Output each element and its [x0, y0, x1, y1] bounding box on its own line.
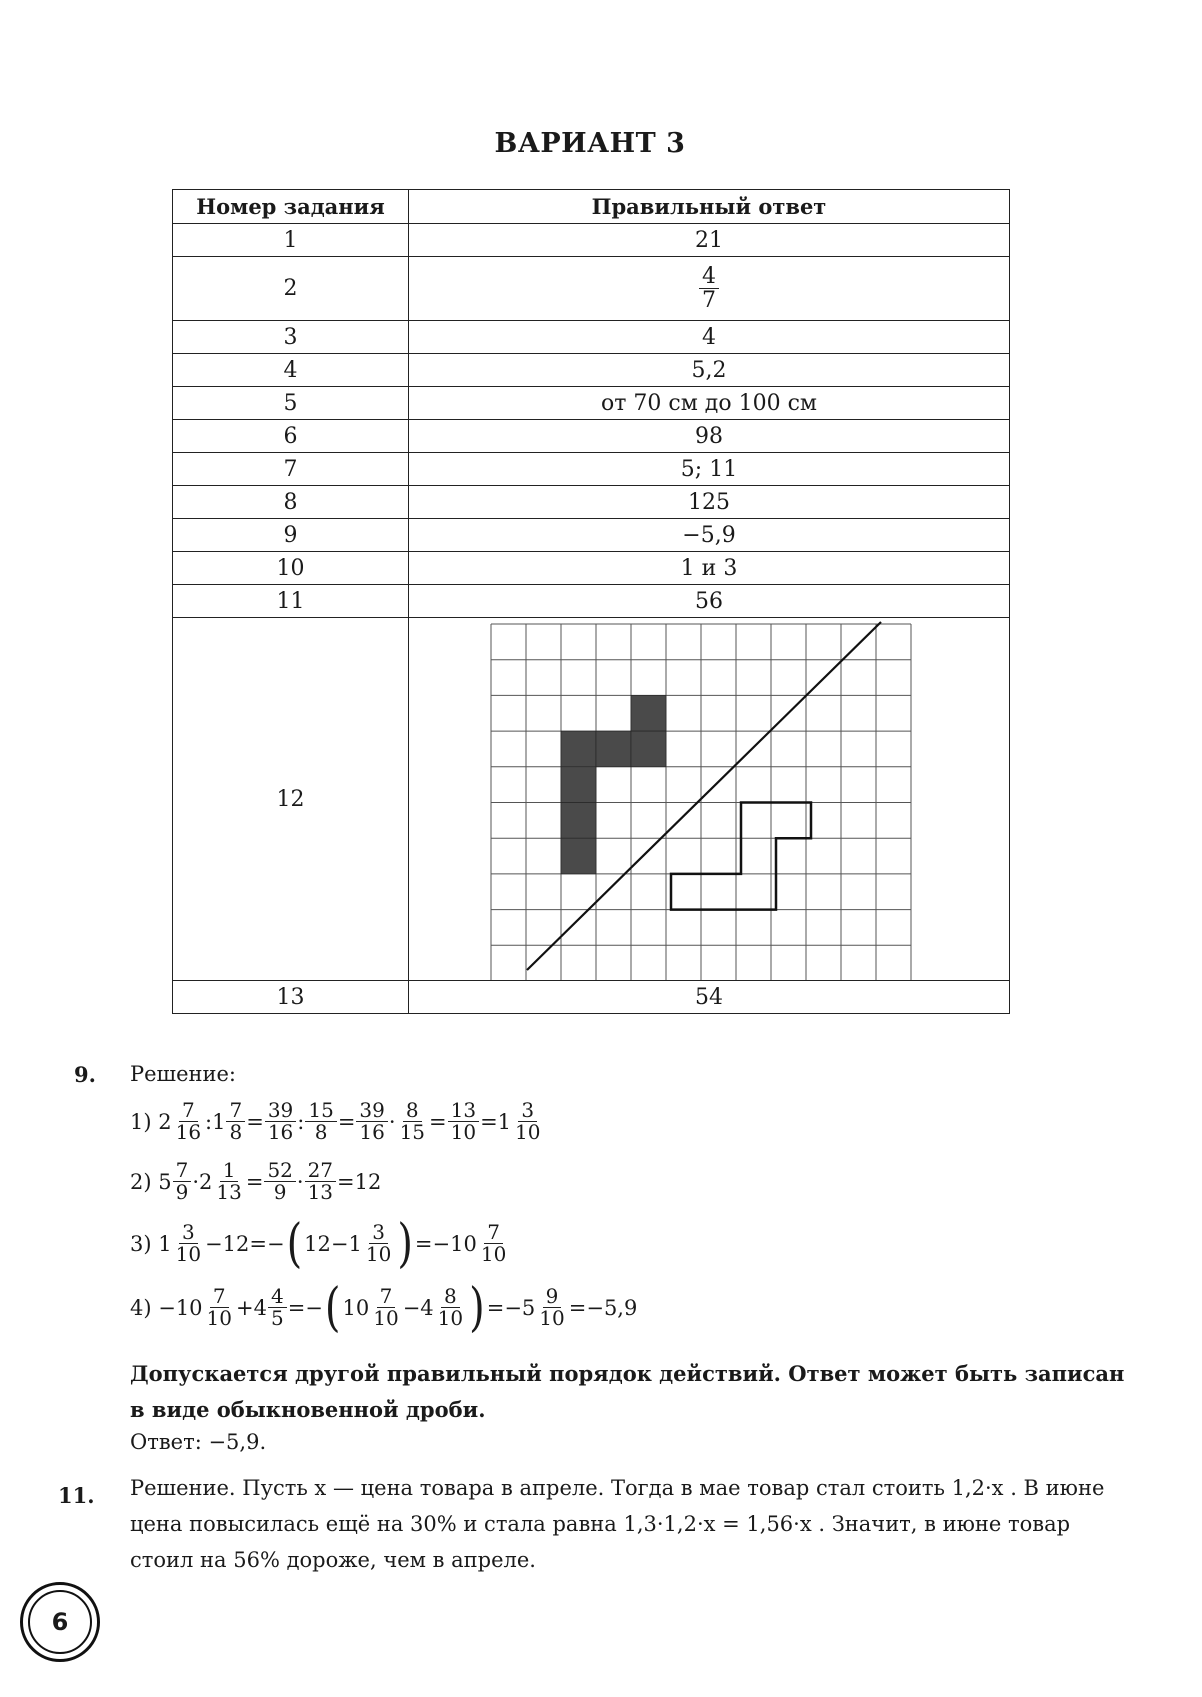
expr-text: ·2: [192, 1169, 213, 1194]
shaded-cell: [631, 695, 666, 731]
fraction: $\frac{7}{10}$: [373, 1284, 399, 1330]
task-answer: 5,2: [409, 354, 1010, 387]
table-row: [173, 585, 1010, 618]
table-row: [173, 486, 1010, 519]
solution-9-step-3: [130, 1213, 510, 1274]
fraction-numerator: 4: [699, 265, 719, 289]
solution-11-number: 11.: [58, 1483, 95, 1508]
expr-text: ·: [388, 1109, 396, 1134]
fraction: $\frac{39}{16}$: [265, 1100, 296, 1143]
fraction: $\frac{3}{10}$: [175, 1220, 202, 1266]
left-paren: (: [286, 1213, 303, 1274]
expr-text: −4: [402, 1295, 434, 1320]
fraction: $\frac{39}{16}$: [356, 1100, 387, 1143]
expr-text: =1: [480, 1109, 512, 1134]
expr-text: :: [297, 1109, 305, 1134]
table-row: [173, 321, 1010, 354]
fraction: $\frac{7}{10}$: [206, 1284, 232, 1330]
table-row: [173, 618, 1010, 981]
task-answer: [409, 257, 1010, 321]
fraction: $\frac{8}{10}$: [437, 1284, 464, 1330]
expr-text: ·: [296, 1169, 304, 1194]
fraction: $\frac{7}{10}$: [480, 1220, 507, 1266]
task-answer: 98: [409, 420, 1010, 453]
expr-text: =−10: [414, 1231, 477, 1256]
table-row: [173, 354, 1010, 387]
solution-9-note: Допускается другой правильный порядок действий. Ответ может быть записан в виде обыкновенной дроби.: [130, 1361, 1125, 1422]
shaded-cell: [561, 838, 596, 874]
expr-text: =12: [337, 1169, 382, 1194]
expr-text: =: [429, 1109, 447, 1134]
fraction: $\frac{3}{10}$: [365, 1220, 392, 1266]
shaded-cell: [561, 767, 596, 803]
page-number: 6: [28, 1590, 92, 1654]
grid-lines: [491, 624, 911, 980]
fraction: $\frac{52}{9}$: [264, 1160, 295, 1203]
fraction: $\frac{27}{13}$: [305, 1160, 336, 1203]
fraction: $\frac{4}{5}$: [268, 1286, 287, 1329]
fraction: $\frac{7}{16}$: [175, 1098, 202, 1144]
table-row: [173, 257, 1010, 321]
right-paren: ): [397, 1213, 413, 1274]
reflected-figure-outline: [671, 803, 811, 910]
expr-text: :1: [205, 1109, 226, 1134]
task-number: 8: [173, 486, 409, 519]
answers-table: [172, 189, 1010, 1014]
fraction: $\frac{8}{15}$: [399, 1098, 426, 1144]
table-row: [173, 224, 1010, 257]
table-header-row: [173, 190, 1010, 224]
table-row: [173, 981, 1010, 1014]
task-number: 13: [173, 981, 409, 1014]
expr-text: =−5: [486, 1295, 536, 1320]
expr-text: 10: [342, 1295, 370, 1320]
table-row: [173, 552, 1010, 585]
task-answer: 4: [409, 321, 1010, 354]
task-answer: 54: [409, 981, 1010, 1014]
shaded-cell: [561, 731, 596, 767]
fraction-answer: [699, 265, 719, 312]
grid-figure: [409, 618, 1009, 980]
task-number: 6: [173, 420, 409, 453]
fraction: $\frac{3}{10}$: [515, 1098, 541, 1144]
solution-9-step-4: [130, 1277, 638, 1338]
expr-text: 3) 1: [130, 1231, 172, 1256]
task-answer: 21: [409, 224, 1010, 257]
fraction-denominator: 7: [702, 288, 716, 313]
expr-text: 4) −10: [130, 1295, 203, 1320]
task-number: 9: [173, 519, 409, 552]
task-number: 1: [173, 224, 409, 257]
solution-9-number: 9.: [74, 1062, 96, 1087]
header-task-number: Номер задания: [173, 190, 409, 224]
table-row: [173, 387, 1010, 420]
expr-text: =−5,9: [568, 1295, 638, 1320]
fraction: $\frac{7}{8}$: [226, 1100, 245, 1143]
task-answer: −5,9: [409, 519, 1010, 552]
expr-text: 2) 5: [130, 1169, 172, 1194]
solution-11-text: Решение. Пусть x — цена товара в апреле. Тогда в мае товар стал стоить 1,2·x . В июне цена повысилась ещё на 30% и стала равна 1,3·1,2·x = 1,56·x . Значит, в июне товар стоил на 56% дороже, чем в апреле.: [130, 1476, 1105, 1572]
shaded-cell: [561, 803, 596, 839]
task-number: 4: [173, 354, 409, 387]
header-correct-answer: Правильный ответ: [409, 190, 1010, 224]
shaded-cell: [596, 731, 631, 767]
task-answer: 1 и 3: [409, 552, 1010, 585]
task-number: 7: [173, 453, 409, 486]
task-number: 2: [173, 257, 409, 321]
solution-9-step-1: [130, 1100, 545, 1143]
task-answer: 125: [409, 486, 1010, 519]
table-row: [173, 453, 1010, 486]
expr-text: −12=−: [205, 1231, 285, 1256]
expr-text: 1) 2: [130, 1109, 172, 1134]
fraction: $\frac{7}{9}$: [173, 1160, 192, 1203]
task-number: 10: [173, 552, 409, 585]
fraction: $\frac{13}{10}$: [448, 1100, 479, 1143]
solution-9-label: Решение:: [130, 1062, 237, 1086]
shaded-cell: [631, 731, 666, 767]
expr-text: =: [337, 1109, 356, 1134]
expr-text: =: [245, 1169, 264, 1194]
fraction: $\frac{15}{8}$: [305, 1100, 336, 1143]
task-answer: от 70 см до 100 см: [409, 387, 1010, 420]
expr-text: =: [246, 1109, 264, 1134]
left-paren: (: [324, 1277, 341, 1338]
expr-text: 12−1: [304, 1231, 362, 1256]
task-number: 3: [173, 321, 409, 354]
table-row: [173, 519, 1010, 552]
variant-title: ВАРИАНТ 3: [494, 128, 686, 159]
task-number: 5: [173, 387, 409, 420]
solution-9-step-2: [130, 1160, 381, 1203]
fraction: $\frac{1}{13}$: [216, 1158, 242, 1204]
task-answer: 5; 11: [409, 453, 1010, 486]
table-row: [173, 420, 1010, 453]
task-answer-figure: [409, 618, 1010, 981]
shaded-figure: [561, 695, 666, 874]
expr-text: +4: [236, 1295, 267, 1320]
solution-9-answer: Ответ: −5,9.: [130, 1430, 267, 1454]
task-number: 11: [173, 585, 409, 618]
expr-text: =−: [287, 1295, 323, 1320]
page-number-badge: [20, 1582, 100, 1662]
task-number: 12: [173, 618, 409, 981]
task-answer: 56: [409, 585, 1010, 618]
fraction: $\frac{9}{10}$: [539, 1284, 565, 1330]
right-paren: ): [469, 1277, 485, 1338]
